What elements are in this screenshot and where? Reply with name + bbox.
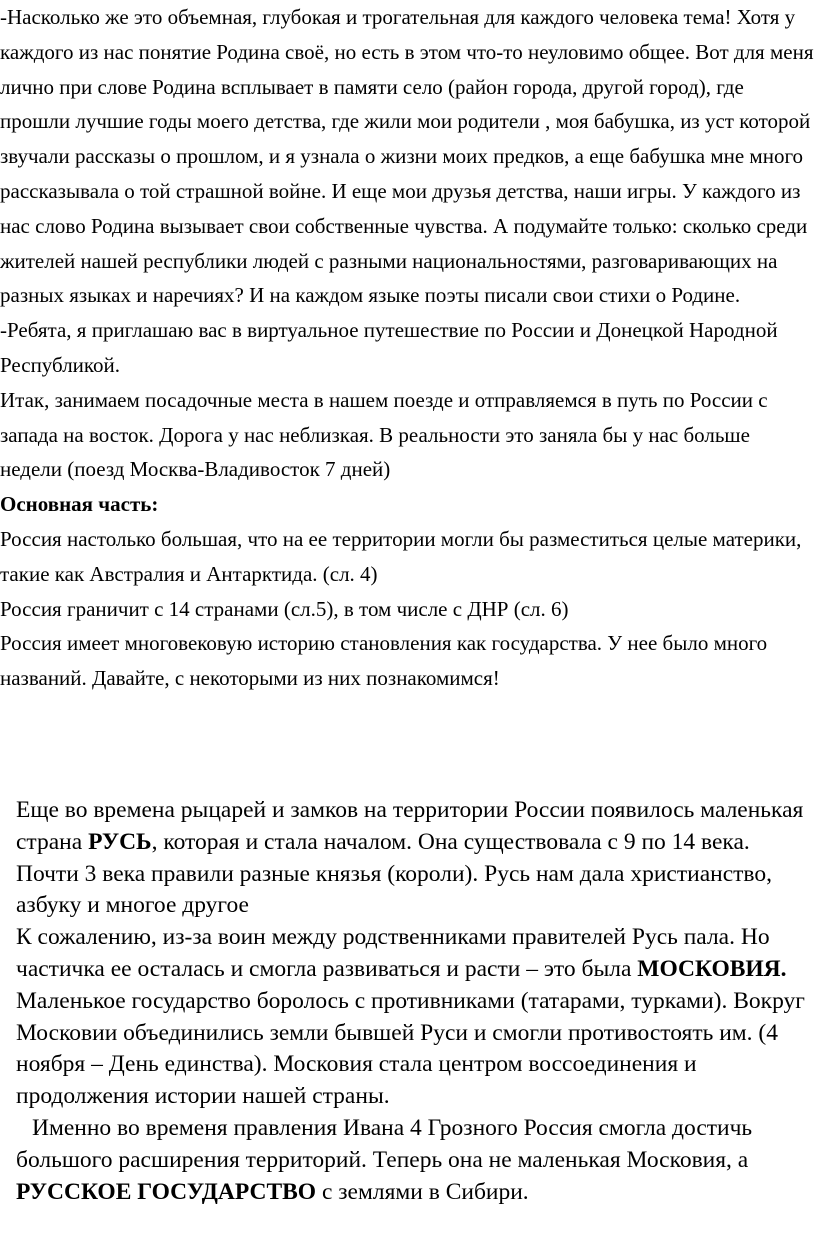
- history-section: [16, 795, 814, 1208]
- rus-text-after: , которая и стала началом. Она существовала с 9 по 14 века. Почти 3 века правили разные князья (короли). Русь нам дала христианство, азбуку и многое другое: [16, 828, 772, 919]
- russian-state-text-after: с землями в Сибири.: [316, 1178, 529, 1205]
- intro-paragraph-homeland: -Насколько же это объемная, глубокая и трогательная для каждого человека тема! Хотя у каждого из нас понятие Родина своё, но есть в этом что-то неуловимо общее. Вот для меня лично при слове Родина всплывает в памяти село (район города, другой город), где прошли лучшие годы моего детства, где жили мои родители , моя бабушка, из уст которой звучали рассказы о прошлом, и я узнала о жизни моих предков, а еще бабушка мне много рассказывала о той страшной войне. И еще мои друзья детства, наши игры. У каждого из нас слово Родина вызывает свои собственные чувства. А подумайте только: сколько среди жителей нашей республики людей с разными национальностями, разговаривающих на разных языках и наречиях? И на каждом языке поэты писали свои стихи о Родине.: [0, 5, 814, 308]
- moscovia-text-before: К сожалению, из-за воин между родственниками правителей Русь пала. Но частичка ее осталась и смогла развиваться и расти – это была: [16, 924, 770, 982]
- history-paragraph-moscovia: [16, 922, 814, 1113]
- rus-bold-term: РУСЬ: [88, 828, 152, 855]
- rus-text-before: Еще во времена рыцарей и замков на территории России появилось маленькая страна: [16, 797, 804, 855]
- intro-paragraph-invitation: -Ребята, я приглашаю вас в виртуальное путешествие по России и Донецкой Народной Республикой.: [0, 318, 778, 377]
- intro-paragraph-train: Итак, занимаем посадочные места в нашем поезде и отправляемся в путь по России с запада на восток. Дорога у нас неблизкая. В реальности это заняла бы у нас больше недели (поезд Москва-Владивосток 7 дней): [0, 387, 768, 482]
- main-part-heading-text: Основная часть:: [0, 492, 159, 517]
- moscovia-bold-term: МОСКОВИЯ.: [637, 955, 787, 982]
- main-paragraph-history: Россия имеет многовековую историю становления как государства. У нее было много названий. Давайте, с некоторыми из них познакомимся!: [0, 631, 768, 691]
- russian-state-text-before: Именно во временя правления Ивана 4 Грозного Россия смогла достичь большого расширения территорий. Теперь она не маленькая Московия, а: [16, 1114, 753, 1173]
- main-part-heading: [0, 487, 814, 522]
- main-paragraph-borders: Россия граничит с 14 странами (сл.5), в том числе с ДНР (сл. 6): [0, 596, 569, 621]
- moscovia-text-after: Маленькое государство боролось с противниками (татарами, турками). Вокруг Московии объединились земли бывшей Руси и смогли противостоять им. (4 ноября – День единства). Московия стала центром воссоединения и продолжения истории нашей страны.: [16, 987, 805, 1110]
- russian-state-bold-term: РУССКОЕ ГОСУДАРСТВО: [16, 1178, 317, 1205]
- history-paragraph-russian-state: [16, 1113, 814, 1208]
- history-paragraph-rus: [16, 795, 814, 922]
- main-paragraph-size: Россия настолько большая, что на ее территории могли бы разместиться целые материки, такие как Австралия и Антарктида. (сл. 4): [0, 526, 802, 586]
